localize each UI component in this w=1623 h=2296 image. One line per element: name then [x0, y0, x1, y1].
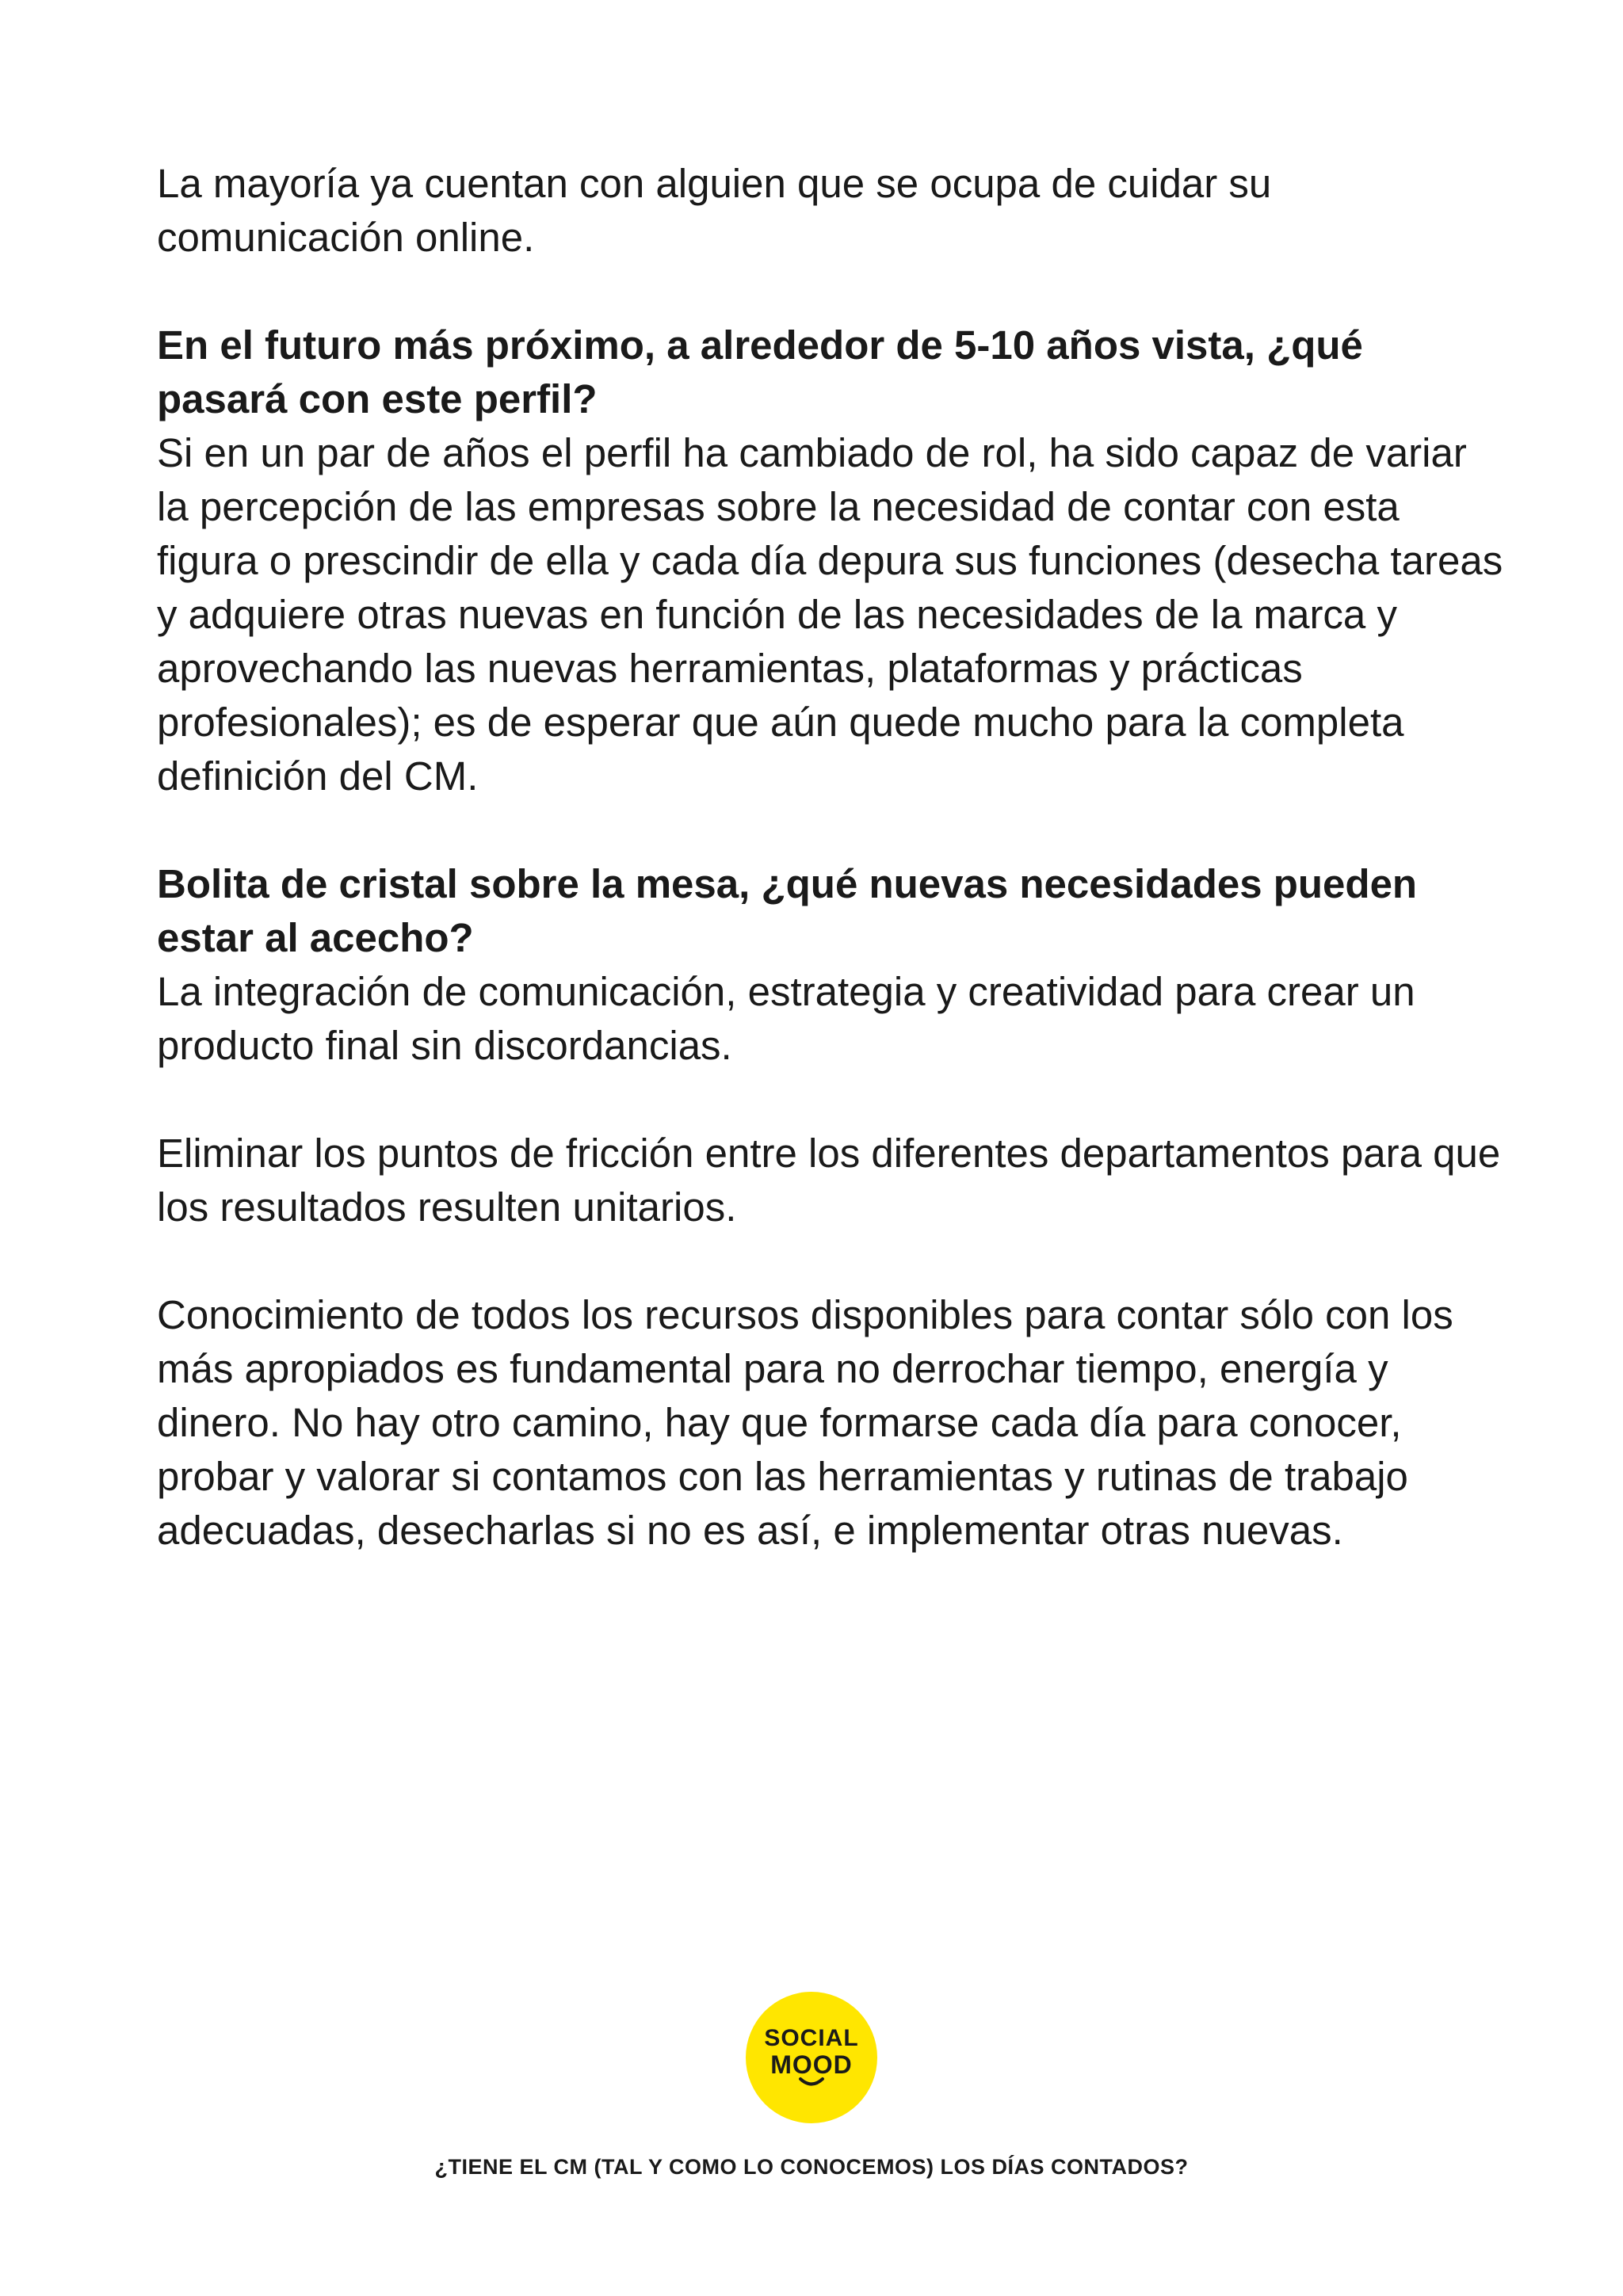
- document-body: [157, 157, 1504, 1558]
- answer-future: Si en un par de años el perfil ha cambiado de rol, ha sido capaz de variar la percepción de las empresas sobre la necesidad de contar con esta figura o prescindir de ella y cada día depura sus funciones (desecha tareas y adquiere otras nuevas en función de las necesidades de la marca y aprovechando las nuevas herramientas, plataformas y prácticas profesionales); es de esperar que aún quede mucho para la completa definición del CM.: [157, 430, 1503, 799]
- question-future: En el futuro más próximo, a alrededor de 5-10 años vista, ¿qué pasará con este perfil?: [157, 322, 1363, 421]
- spacer: [157, 1073, 1504, 1127]
- spacer: [157, 803, 1504, 857]
- question-crystal-ball: Bolita de cristal sobre la mesa, ¿qué nuevas necesidades pueden estar al acecho?: [157, 861, 1418, 960]
- logo-text-social: SOCIAL: [764, 2025, 859, 2051]
- paragraph-friction: Eliminar los puntos de fricción entre los diferentes departamentos para que los resultados resulten unitarios.: [157, 1131, 1501, 1230]
- social-mood-logo: [746, 1992, 877, 2123]
- paragraph-resources: Conocimiento de todos los recursos disponibles para contar sólo con los más apropiados es fundamental para no derrochar tiempo, energía y dinero. No hay otro camino, hay que formarse cada día para conocer, probar y valorar si contamos con las herramientas y rutinas de trabajo adecuadas, desecharlas si no es así, e implementar otras nuevas.: [157, 1292, 1453, 1553]
- answer-integration: La integración de comunicación, estrategia y creatividad para crear un producto final sin discordancias.: [157, 969, 1415, 1068]
- footer-title: ¿TIENE EL CM (TAL Y COMO LO CONOCEMOS) LOS DÍAS CONTADOS?: [434, 2155, 1189, 2179]
- spacer: [157, 1234, 1504, 1288]
- paragraph-intro: La mayoría ya cuentan con alguien que se ocupa de cuidar su comunicación online.: [157, 161, 1272, 260]
- logo-text-mood: MOOD: [770, 2050, 853, 2079]
- smile-icon: [796, 2077, 827, 2089]
- spacer: [157, 265, 1504, 318]
